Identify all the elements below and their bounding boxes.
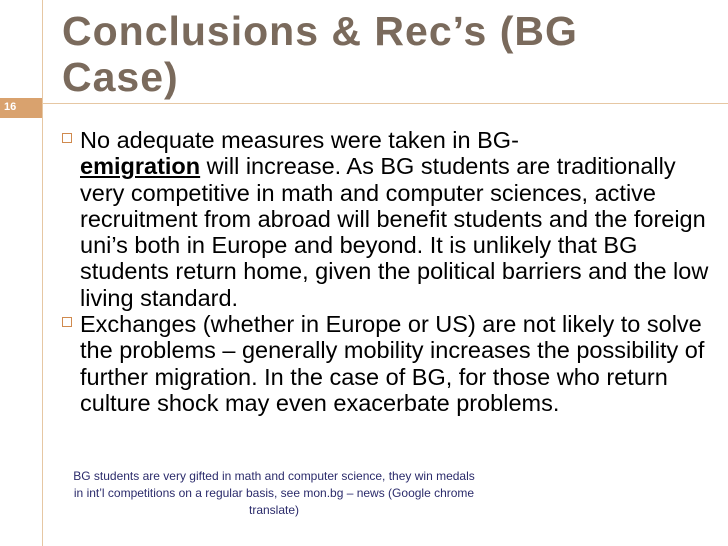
slide-body [62,127,712,416]
square-bullet-icon [62,317,72,327]
slide-number: 16 [4,101,17,113]
bullet-text-rest: will increase. As BG students are traditionally very competitive in math and computer sciences, active recruitment from abroad will benefit students and the foreign uni’s both in Europe and beyond. It is unlikely that BG students return home, given the political barriers and the low living standard. [80,153,709,311]
bullet-text [80,127,712,311]
bullet-text-lead: No adequate measures were taken in BG- [80,127,519,153]
footnote: BG students are very gifted in math and computer science, they win medals in int’l competitions on a regular basis, see mon.bg – news (Google chrome translate) [73,469,475,517]
left-rail-divider [42,0,43,546]
square-bullet-icon [62,133,72,143]
bullet-text: Exchanges (whether in Europe or US) are not likely to solve the problems – generally mobility increases the possibility of further migration. In the case of BG, for those who return culture shock may even exacerbate problems. [80,311,705,416]
emphasis-emigration: emigration [80,153,201,180]
title-divider [0,103,728,104]
slide-title: Conclusions & Rec’s (BG Case) [62,8,578,100]
bullet-item [62,127,712,311]
bullet-item [62,311,712,416]
